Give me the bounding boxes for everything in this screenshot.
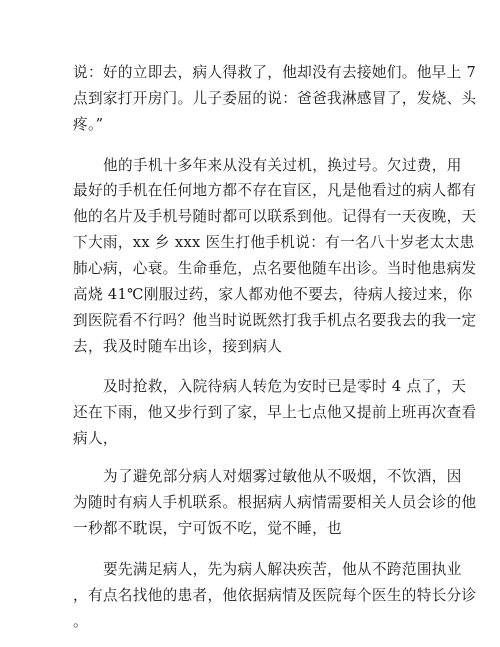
text-line: ，有点名找他的患者，他依据病情及医院每个医生的特长分诊 [73,587,477,604]
text-line: 最好的手机在任何地方都不存在盲区，凡是他看过的病人都有 [73,182,477,199]
text-line: 及时抢救，入院待病人转危为安时已是零时 4 点了，天 [103,378,467,395]
text-line: 。 [73,613,88,630]
text-line: 点到家打开房门。儿子委屈的说：爸爸我淋感冒了，发烧、头 [73,90,477,107]
text-line: 要先满足病人，先为病人解决疾苦，他从不跨范围执业 [103,561,462,578]
text-line: 一秒都不耽误，宁可饭不吃，觉不睡，也 [73,520,342,537]
text-line: 高烧 41℃刚服过药，家人都劝他不要去，待病人接过来，你 [73,286,473,303]
text-line: 到医院看不行吗？他当时说既然打我手机点名要我去的我一定 [73,312,477,329]
text-line: 还在下雨，他又步行到了家，早上七点他又提前上班再次查看 [73,404,477,421]
text-line: 下大雨，xx 乡 xxx 医生打他手机说：有一名八十岁老太太患 [73,234,475,251]
text-line: 肺心病，心衰。生命垂危，点名要他随车出诊。当时他患病发 [73,260,477,277]
text-line: 为了避免部分病人对烟雾过敏他从不吸烟，不饮酒，因 [103,468,462,485]
text-line: 说：好的立即去，病人得救了，他却没有去接她们。他早上 7 [73,64,477,81]
text-line: 他的名片及手机号随时都可以联系到他。记得有一天夜晚，天 [73,208,477,225]
text-line: 为随时有病人手机联系。根据病人病情需要相关人员会诊的他 [73,494,477,511]
text-line: 疼。” [73,116,104,133]
text-line: 去，我及时随车出诊，接到病人 [73,338,283,355]
text-line: 病人， [73,430,118,447]
text-line: 他的手机十多年来从没有关过机，换过号。欠过费，用 [103,157,462,174]
